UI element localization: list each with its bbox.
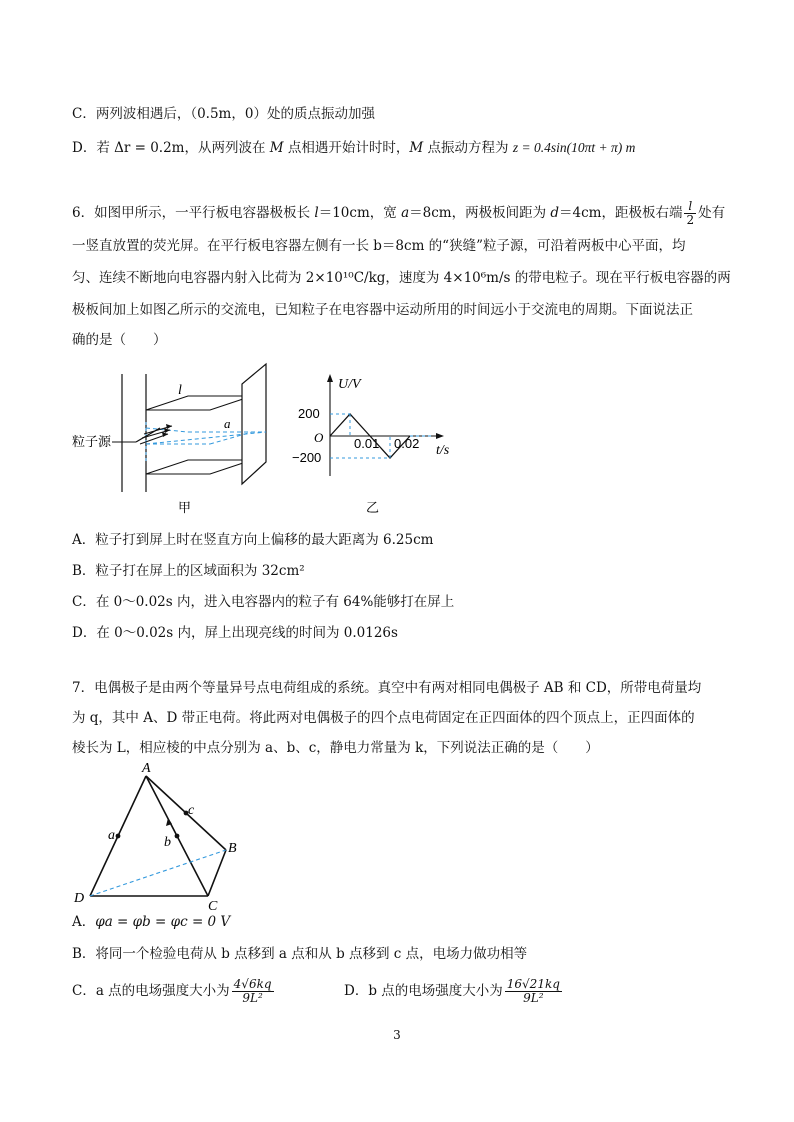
q6-var-d: d: [550, 205, 560, 221]
q6-frac-den: 2: [686, 213, 695, 227]
q6-option-b: B．粒子打在屏上的区域面积为 32cm²: [72, 563, 305, 579]
q6-stem-line1: [72, 200, 725, 227]
q7-option-a: [72, 912, 230, 932]
q6-text: ＝10cm，宽: [318, 205, 402, 221]
vertex-B-label: B: [228, 841, 237, 856]
q6-fraction-l-over-2: [684, 200, 696, 227]
q5-option-d-m2: M: [409, 140, 424, 156]
x-tick-001: 0.01: [354, 436, 380, 451]
q5-option-d-eq-lead: 点振动方程为: [423, 140, 513, 156]
fig-yi-caption: 乙: [366, 501, 380, 516]
q7-stem-line1: 7．电偶极子是由两个等量异号点电荷组成的系统。真空中有两对相同电偶极子 AB 和 CD，所带电荷量均: [72, 680, 702, 696]
midpoint-a-label: a: [108, 828, 115, 843]
q6-text: 处有: [698, 205, 726, 221]
vertex-A-label: A: [142, 761, 151, 776]
q7-option-d-fraction: [505, 978, 562, 1005]
vertex-D-label: D: [74, 891, 85, 906]
q7-option-d-lead: D．b 点的电场强度大小为: [344, 983, 503, 999]
origin-label: O: [314, 430, 324, 445]
q7-option-d: [344, 978, 564, 1005]
q6-option-a: A．粒子打到屏上时在竖直方向上偏移的最大距离为 6.25cm: [72, 532, 434, 548]
x-axis-arrow: [436, 433, 444, 439]
q6-stem-line5: 确的是（ ）: [72, 332, 167, 348]
q7-option-a-lead: A．: [72, 914, 96, 930]
q6-option-d: D．在 0～0.02s 内，屏上出现亮线的时间为 0.0126s: [72, 625, 398, 641]
q7-option-c-fraction: [232, 978, 274, 1005]
y-axis-arrow: [327, 374, 333, 382]
q6-var-a: a: [401, 205, 410, 221]
q7-option-b: B．将同一个检验电荷从 b 点移到 a 点和从 b 点移到 c 点，电场力做功相等: [72, 946, 528, 962]
fig-jia-caption: 甲: [178, 501, 192, 516]
q5-option-d-m1: M: [269, 140, 284, 156]
midpoint-c-label: c: [188, 803, 195, 818]
q5-option-d-prefix: D．若 Δr = 0.2m，从两列波在: [72, 140, 270, 156]
x-tick-002: 0.02: [394, 436, 420, 451]
q6-text: 6．如图甲所示，一平行板电容器极板长: [72, 205, 315, 221]
q6-figure-yi-chart: [290, 366, 460, 522]
q6-text: ＝4cm，距极板右端: [559, 205, 683, 221]
y-tick-minus-200: −200: [292, 450, 322, 465]
q7-option-c: [72, 978, 276, 1005]
q6-stem-line2: 一竖直放置的荧光屏。在平行板电容器左侧有一长 b＝8cm 的“狭缝”粒子源，可沿着两板中心平面，均: [72, 238, 686, 254]
q7-option-c-den: 9L²: [242, 991, 263, 1005]
q7-stem-line2: 为 q，其中 A、D 带正电荷。将此两对电偶极子的四个点电荷固定在正四面体的四个顶点上，正四面体的: [72, 710, 695, 726]
q6-var-l: l: [314, 205, 319, 221]
page-number: 3: [393, 1028, 401, 1042]
fig-jia-label-l: l: [178, 383, 182, 398]
q5-option-d-equation: z = 0.4sin(10πt + π) m: [512, 140, 636, 155]
q7-option-d-den: 9L²: [523, 991, 544, 1005]
q6-figure-jia: [70, 362, 280, 522]
q5-option-d: [72, 138, 635, 158]
y-tick-200: 200: [298, 406, 320, 421]
q6-stem-line4: 极板间加上如图乙所示的交流电，已知粒子在电容器中运动所用的时间远小于交流电的周期。下面说法正: [72, 302, 693, 318]
q7-option-d-num: 16√21kq: [506, 977, 560, 991]
q7-tetrahedron-figure: [70, 760, 250, 910]
q6-option-c: C．在 0～0.02s 内，进入电容器内的粒子有 64%能够打在屏上: [72, 594, 455, 610]
fig-jia-label-source: 粒子源: [72, 435, 112, 450]
midpoint-b-label: b: [164, 835, 171, 850]
q6-frac-num: l: [684, 200, 696, 214]
vertex-C-label: C: [208, 899, 218, 910]
y-axis-label: U/V: [338, 377, 361, 392]
q7-stem-line3: 棱长为 L，相应棱的中点分别为 a、b、c，静电力常量为 k，下列说法正确的是（ ）: [72, 740, 599, 756]
q5-option-c: C．两列波相遇后，（0.5m，0）处的质点振动加强: [72, 106, 375, 122]
q7-option-a-equation: φa = φb = φc = 0 V: [95, 914, 231, 930]
q5-option-d-mid: 点相遇开始计时时，: [283, 140, 410, 156]
q6-stem-line3: 匀、连续不断地向电容器内射入比荷为 2×10¹⁰C/kg，速度为 4×10⁶m/s 的带电粒子。现在平行板电容器的两: [72, 270, 731, 286]
q7-option-c-num: 4√6kq: [233, 977, 272, 991]
q6-text: ＝8cm，两极板间距为: [409, 205, 551, 221]
fig-jia-label-a: a: [224, 416, 231, 431]
x-axis-label: t/s: [436, 443, 450, 458]
q7-option-c-lead: C．a 点的电场强度大小为: [72, 983, 230, 999]
